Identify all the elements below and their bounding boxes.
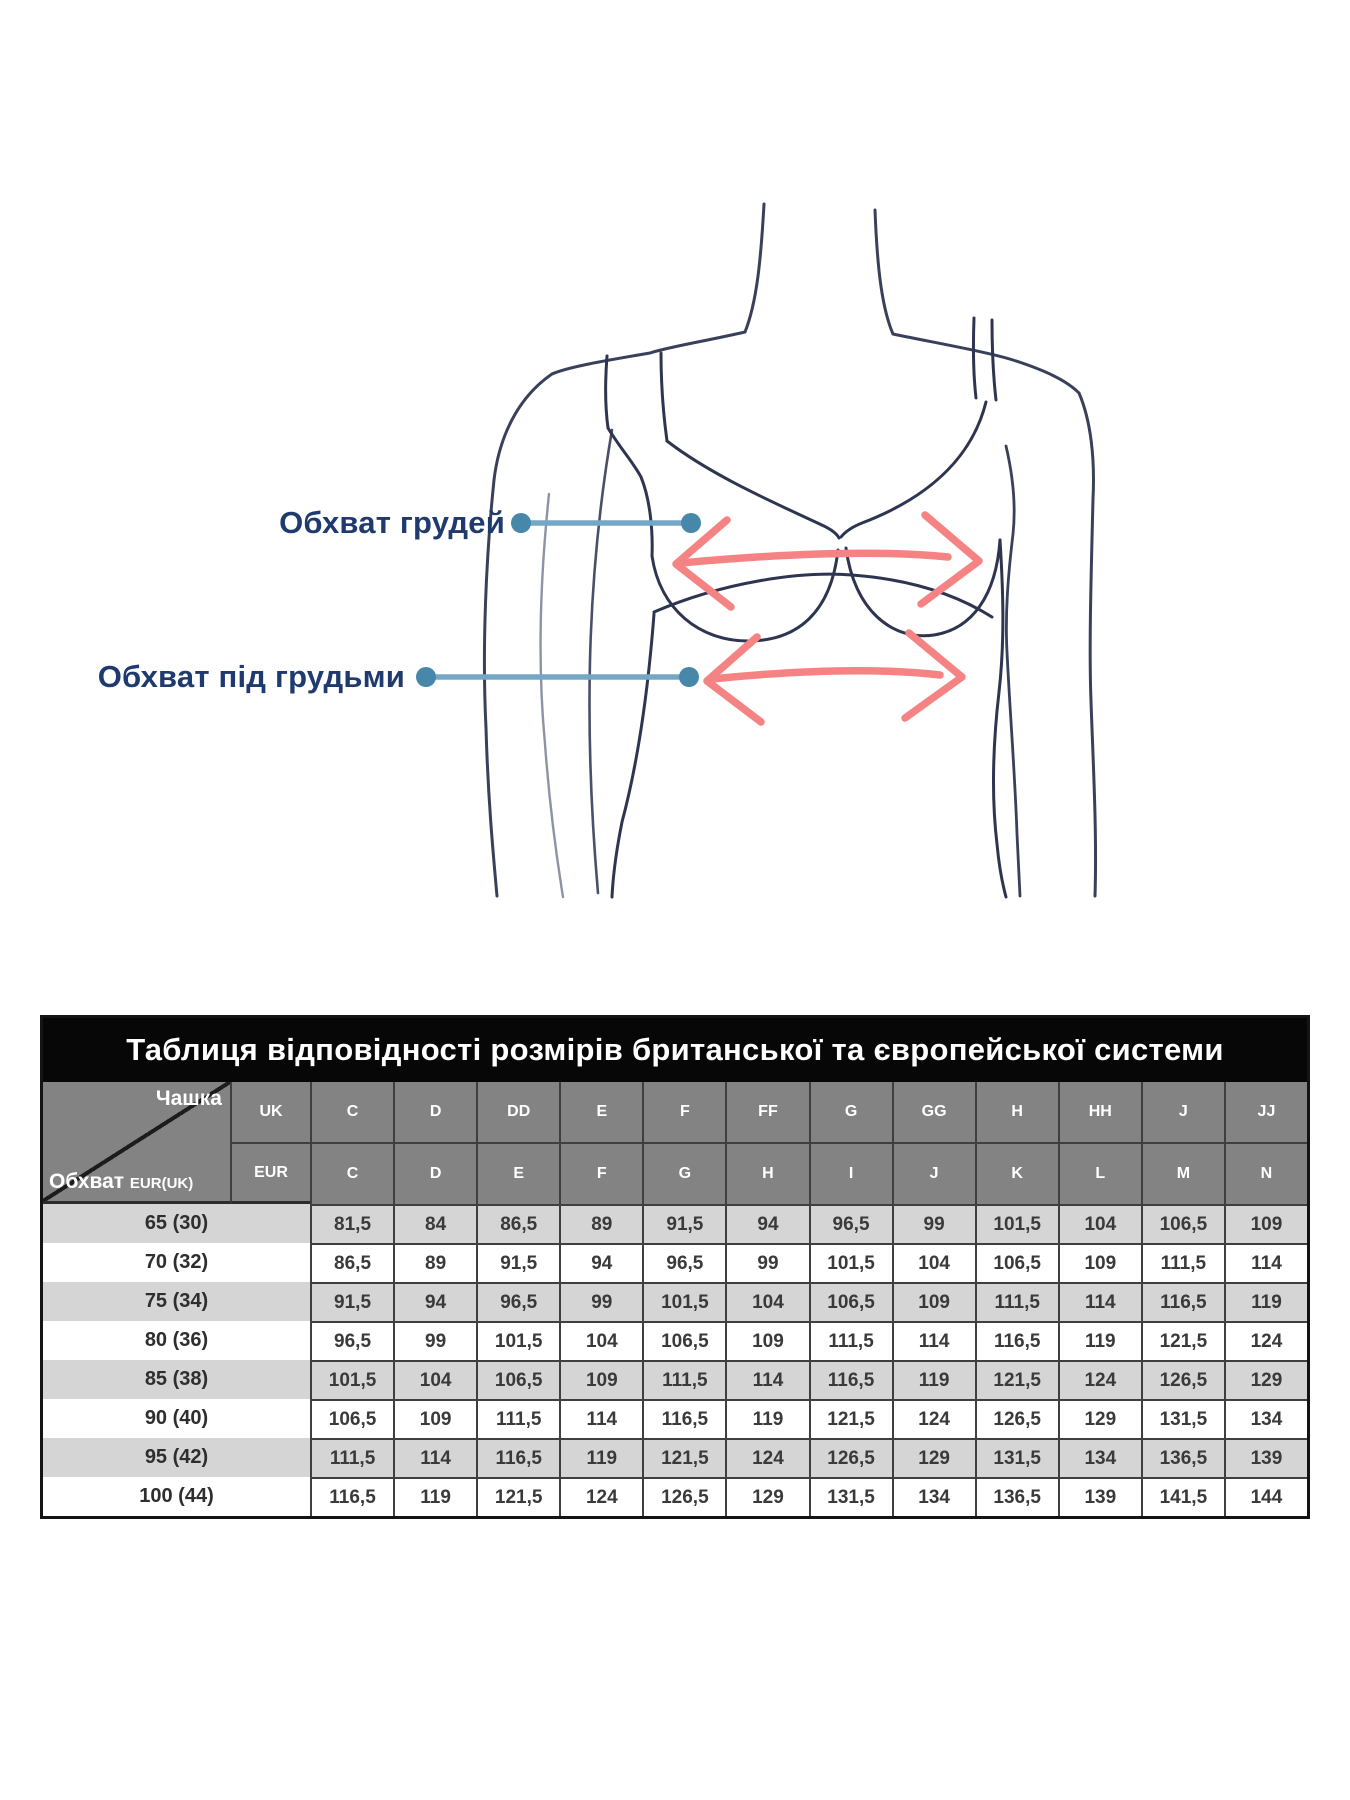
bra-underband bbox=[654, 574, 992, 617]
band-size-row-label: 95 (42) bbox=[43, 1438, 310, 1477]
bra-cup-side bbox=[608, 428, 652, 556]
size-value-cell: 89 bbox=[393, 1243, 476, 1282]
band-size-row-label: 90 (40) bbox=[43, 1399, 310, 1438]
size-value-cell: 139 bbox=[1058, 1477, 1141, 1516]
size-value-cell: 114 bbox=[559, 1399, 642, 1438]
size-value-cell: 124 bbox=[559, 1477, 642, 1516]
size-value-cell: 124 bbox=[892, 1399, 975, 1438]
size-value-cell: 119 bbox=[892, 1360, 975, 1399]
size-value-cell: 116,5 bbox=[809, 1360, 892, 1399]
size-value-cell: 129 bbox=[1058, 1399, 1141, 1438]
size-value-cell: 129 bbox=[892, 1438, 975, 1477]
size-value-cell: 101,5 bbox=[310, 1360, 393, 1399]
size-value-cell: 109 bbox=[725, 1321, 808, 1360]
size-value-cell: 119 bbox=[725, 1399, 808, 1438]
underbust-callout bbox=[416, 667, 699, 687]
neck-line bbox=[875, 210, 893, 334]
arm-line bbox=[484, 374, 552, 896]
size-value-cell: 144 bbox=[1224, 1477, 1307, 1516]
size-value-cell: 96,5 bbox=[476, 1282, 559, 1321]
uk-cup-cell: E bbox=[559, 1082, 642, 1144]
size-value-cell: 116,5 bbox=[642, 1399, 725, 1438]
size-value-cell: 126,5 bbox=[1141, 1360, 1224, 1399]
size-value-cell: 111,5 bbox=[975, 1282, 1058, 1321]
size-value-cell: 91,5 bbox=[642, 1204, 725, 1243]
arm-line bbox=[541, 494, 563, 897]
size-value-cell: 106,5 bbox=[1141, 1204, 1224, 1243]
uk-cup-cell: JJ bbox=[1224, 1082, 1307, 1144]
size-value-cell: 119 bbox=[1058, 1321, 1141, 1360]
bra-strap bbox=[973, 318, 976, 398]
size-value-cell: 101,5 bbox=[642, 1282, 725, 1321]
band-size-row-label: 80 (36) bbox=[43, 1321, 310, 1360]
table-corner-cell bbox=[43, 1082, 230, 1204]
size-value-cell: 131,5 bbox=[1141, 1399, 1224, 1438]
size-value-cell: 96,5 bbox=[310, 1321, 393, 1360]
size-value-cell: 114 bbox=[725, 1360, 808, 1399]
bra-strap bbox=[992, 320, 996, 400]
size-value-cell: 129 bbox=[1224, 1360, 1307, 1399]
size-value-cell: 91,5 bbox=[310, 1282, 393, 1321]
size-value-cell: 94 bbox=[725, 1204, 808, 1243]
band-size-row-label: 70 (32) bbox=[43, 1243, 310, 1282]
size-value-cell: 136,5 bbox=[975, 1477, 1058, 1516]
size-value-cell: 121,5 bbox=[975, 1360, 1058, 1399]
size-value-cell: 109 bbox=[892, 1282, 975, 1321]
table-grid bbox=[43, 1082, 1307, 1516]
eur-cup-cell: I bbox=[809, 1144, 892, 1204]
size-value-cell: 139 bbox=[1224, 1438, 1307, 1477]
size-value-cell: 106,5 bbox=[975, 1243, 1058, 1282]
size-value-cell: 101,5 bbox=[476, 1321, 559, 1360]
callout-dot bbox=[511, 513, 531, 533]
arm-line bbox=[1006, 446, 1020, 896]
size-value-cell: 94 bbox=[559, 1243, 642, 1282]
bust-callout bbox=[511, 513, 701, 533]
size-value-cell: 91,5 bbox=[476, 1243, 559, 1282]
size-value-cell: 99 bbox=[892, 1204, 975, 1243]
size-value-cell: 129 bbox=[725, 1477, 808, 1516]
size-value-cell: 101,5 bbox=[975, 1204, 1058, 1243]
arrow-shaft bbox=[681, 553, 948, 563]
size-conversion-table bbox=[40, 1015, 1310, 1519]
size-value-cell: 134 bbox=[1058, 1438, 1141, 1477]
size-value-cell: 136,5 bbox=[1141, 1438, 1224, 1477]
eur-cup-cell: L bbox=[1058, 1144, 1141, 1204]
size-value-cell: 116,5 bbox=[1141, 1282, 1224, 1321]
size-value-cell: 111,5 bbox=[476, 1399, 559, 1438]
torso-drawing bbox=[416, 204, 1096, 897]
size-value-cell: 126,5 bbox=[809, 1438, 892, 1477]
uk-cup-cell: GG bbox=[892, 1082, 975, 1144]
eur-system-header: EUR bbox=[230, 1144, 310, 1204]
shoulder-line bbox=[552, 332, 745, 374]
size-value-cell: 109 bbox=[1058, 1243, 1141, 1282]
size-value-cell: 104 bbox=[725, 1282, 808, 1321]
size-value-cell: 111,5 bbox=[809, 1321, 892, 1360]
corner-band-label: Обхват EUR(UK) bbox=[49, 1170, 194, 1193]
band-size-row-label: 100 (44) bbox=[43, 1477, 310, 1516]
uk-cup-cell: DD bbox=[476, 1082, 559, 1144]
size-value-cell: 114 bbox=[892, 1321, 975, 1360]
size-value-cell: 134 bbox=[892, 1477, 975, 1516]
size-value-cell: 94 bbox=[393, 1282, 476, 1321]
uk-cup-cell: FF bbox=[725, 1082, 808, 1144]
underbust-arrow bbox=[707, 633, 962, 722]
eur-cup-cell: G bbox=[642, 1144, 725, 1204]
band-size-row-label: 75 (34) bbox=[43, 1282, 310, 1321]
bra-drawing bbox=[606, 318, 1006, 897]
size-value-cell: 106,5 bbox=[310, 1399, 393, 1438]
bra-strap bbox=[661, 353, 667, 441]
size-value-cell: 119 bbox=[393, 1477, 476, 1516]
size-value-cell: 121,5 bbox=[642, 1438, 725, 1477]
corner-cup-label: Чашка bbox=[155, 1087, 222, 1110]
size-value-cell: 104 bbox=[393, 1360, 476, 1399]
size-value-cell: 109 bbox=[559, 1360, 642, 1399]
size-value-cell: 116,5 bbox=[310, 1477, 393, 1516]
eur-cup-cell: E bbox=[476, 1144, 559, 1204]
size-value-cell: 99 bbox=[559, 1282, 642, 1321]
eur-cup-cell: C bbox=[310, 1144, 393, 1204]
size-value-cell: 86,5 bbox=[476, 1204, 559, 1243]
waist-line bbox=[612, 614, 654, 897]
uk-cup-cell: H bbox=[975, 1082, 1058, 1144]
size-value-cell: 134 bbox=[1224, 1399, 1307, 1438]
size-value-cell: 121,5 bbox=[809, 1399, 892, 1438]
arrow-shaft bbox=[712, 671, 940, 679]
callout-dot bbox=[416, 667, 436, 687]
size-value-cell: 131,5 bbox=[809, 1477, 892, 1516]
eur-cup-cell: D bbox=[393, 1144, 476, 1204]
shoulder-line bbox=[893, 334, 1079, 393]
uk-cup-cell: D bbox=[393, 1082, 476, 1144]
size-value-cell: 111,5 bbox=[1141, 1243, 1224, 1282]
neck-line bbox=[745, 204, 764, 332]
size-value-cell: 101,5 bbox=[809, 1243, 892, 1282]
size-value-cell: 96,5 bbox=[809, 1204, 892, 1243]
band-size-row-label: 85 (38) bbox=[43, 1360, 310, 1399]
size-value-cell: 104 bbox=[892, 1243, 975, 1282]
eur-cup-cell: J bbox=[892, 1144, 975, 1204]
size-value-cell: 99 bbox=[725, 1243, 808, 1282]
arm-line bbox=[589, 430, 612, 893]
size-value-cell: 81,5 bbox=[310, 1204, 393, 1243]
uk-cup-cell: G bbox=[809, 1082, 892, 1144]
eur-cup-cell: K bbox=[975, 1144, 1058, 1204]
uk-cup-cell: J bbox=[1141, 1082, 1224, 1144]
size-value-cell: 114 bbox=[393, 1438, 476, 1477]
size-value-cell: 121,5 bbox=[1141, 1321, 1224, 1360]
size-value-cell: 86,5 bbox=[310, 1243, 393, 1282]
size-value-cell: 116,5 bbox=[476, 1438, 559, 1477]
size-value-cell: 89 bbox=[559, 1204, 642, 1243]
size-value-cell: 111,5 bbox=[310, 1438, 393, 1477]
size-value-cell: 104 bbox=[559, 1321, 642, 1360]
uk-cup-cell: HH bbox=[1058, 1082, 1141, 1144]
size-value-cell: 111,5 bbox=[642, 1360, 725, 1399]
size-value-cell: 84 bbox=[393, 1204, 476, 1243]
size-value-cell: 106,5 bbox=[809, 1282, 892, 1321]
bra-cup-neckline bbox=[841, 402, 986, 537]
underbust-measure-label: Обхват під грудьми bbox=[97, 659, 405, 694]
size-value-cell: 106,5 bbox=[476, 1360, 559, 1399]
eur-cup-cell: F bbox=[559, 1144, 642, 1204]
size-value-cell: 104 bbox=[1058, 1204, 1141, 1243]
bust-measure-label: Обхват грудей bbox=[279, 505, 505, 540]
size-value-cell: 114 bbox=[1224, 1243, 1307, 1282]
table-title: Таблиця відповідності розмірів британської та європейської системи bbox=[43, 1018, 1307, 1082]
size-value-cell: 124 bbox=[725, 1438, 808, 1477]
band-size-row-label: 65 (30) bbox=[43, 1204, 310, 1243]
size-value-cell: 121,5 bbox=[476, 1477, 559, 1516]
size-value-cell: 126,5 bbox=[975, 1399, 1058, 1438]
size-value-cell: 131,5 bbox=[975, 1438, 1058, 1477]
size-value-cell: 126,5 bbox=[642, 1477, 725, 1516]
size-value-cell: 114 bbox=[1058, 1282, 1141, 1321]
size-value-cell: 96,5 bbox=[642, 1243, 725, 1282]
size-value-cell: 109 bbox=[393, 1399, 476, 1438]
size-value-cell: 119 bbox=[1224, 1282, 1307, 1321]
size-value-cell: 99 bbox=[393, 1321, 476, 1360]
size-value-cell: 119 bbox=[559, 1438, 642, 1477]
uk-cup-cell: C bbox=[310, 1082, 393, 1144]
waist-line bbox=[993, 540, 1006, 897]
size-value-cell: 124 bbox=[1058, 1360, 1141, 1399]
callout-dot bbox=[681, 513, 701, 533]
size-value-cell: 106,5 bbox=[642, 1321, 725, 1360]
eur-cup-cell: M bbox=[1141, 1144, 1224, 1204]
arm-line bbox=[1079, 393, 1096, 896]
size-value-cell: 124 bbox=[1224, 1321, 1307, 1360]
bra-strap bbox=[606, 356, 608, 428]
size-value-cell: 116,5 bbox=[975, 1321, 1058, 1360]
uk-cup-cell: F bbox=[642, 1082, 725, 1144]
eur-cup-cell: H bbox=[725, 1144, 808, 1204]
size-value-cell: 109 bbox=[1224, 1204, 1307, 1243]
callout-dot bbox=[679, 667, 699, 687]
uk-system-header: UK bbox=[230, 1082, 310, 1144]
size-value-cell: 141,5 bbox=[1141, 1477, 1224, 1516]
eur-cup-cell: N bbox=[1224, 1144, 1307, 1204]
